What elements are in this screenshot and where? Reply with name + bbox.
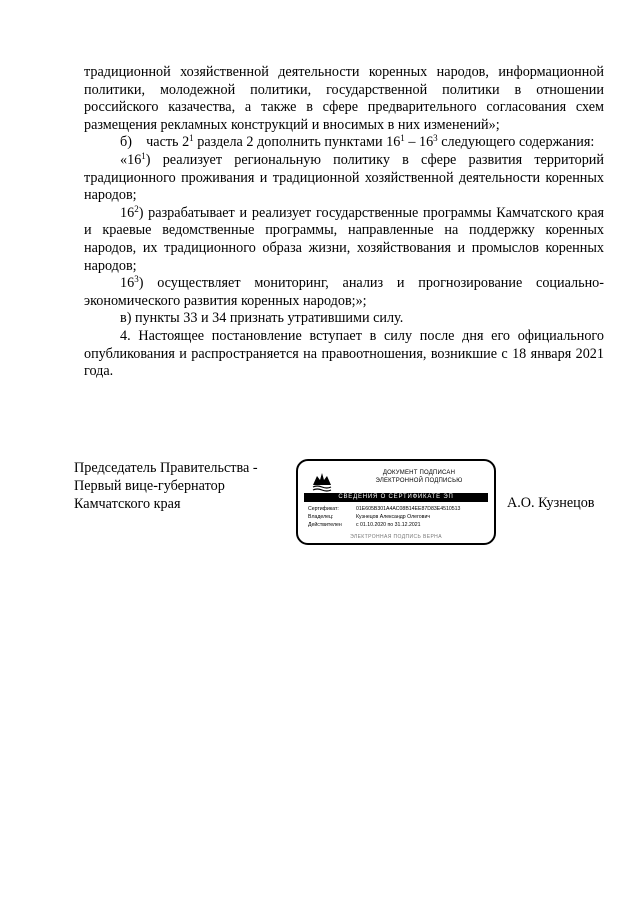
stamp-title: ДОКУМЕНТ ПОДПИСАН ЭЛЕКТРОННОЙ ПОДПИСЬЮ — [375, 470, 463, 484]
electronic-signature-stamp — [296, 459, 496, 545]
signatory-line-2: Первый вице-губернатор — [74, 478, 225, 494]
stamp-certificate-row: Сертификат: 01E605B301A4AC08B14EE87D83E4510513 — [308, 506, 461, 512]
signatory-line-1: Председатель Правительства - — [74, 460, 258, 476]
paragraph-item-16-2: $16^2$) разрабатывает и реализует государственные программы Камчатского края и краевые ведомственные программы, направленные на поддержку коренных народов, их традиционного образа жизни, хозяйствования и промыслов коренных народов; — [84, 203, 604, 274]
stamp-footer: ЭЛЕКТРОННАЯ ПОДПИСЬ ВЕРНА — [350, 534, 442, 540]
paragraph-4: 4. Настоящее постановление вступает в силу после дня его официального опубликования и распространяется на правоотношения, возникшие с 18 января 2021 года. — [84, 327, 604, 380]
signatory-title — [74, 459, 258, 513]
stamp-header: СВЕДЕНИЯ О СЕРТИФИКАТЕ ЭП — [304, 493, 488, 502]
stamp-validity-row: Действителен с 01.10.2020 по 31.12.2021 — [308, 522, 421, 528]
paragraph-item-16-1: «$16^1$) реализует региональную политику в сфере развития территорий традиционного проживания и традиционной хозяйственной деятельности коренных народов; — [84, 150, 604, 204]
paragraph-item-16-3: $16^3$) осуществляет мониторинг, анализ и прогнозирование социально-экономического развития коренных народов;»; — [84, 274, 604, 309]
signatory-name: А.О. Кузнецов — [507, 495, 595, 511]
paragraph-v: в) пункты 33 и 34 признать утратившими силу. — [120, 310, 404, 327]
paragraph-b: б) часть $2^1$ раздела 2 дополнить пунктами $16^1 - 16^3$ следующего содержания: — [120, 133, 595, 151]
stamp-owner-row: Владелец: Кузнецов Александр Олегович — [308, 514, 431, 520]
coat-of-arms-icon — [310, 469, 334, 493]
paragraph-continuation: традиционной хозяйственной деятельности коренных народов, информационной политики, молодежной политики, государственной политики в отношении российского казачества, а также в сфере предварительного согласования схем размещения рекламных конструкций и вносимых в них изменений»; — [84, 64, 604, 133]
signatory-line-3: Камчатского края — [74, 496, 181, 512]
document-body — [84, 64, 604, 381]
